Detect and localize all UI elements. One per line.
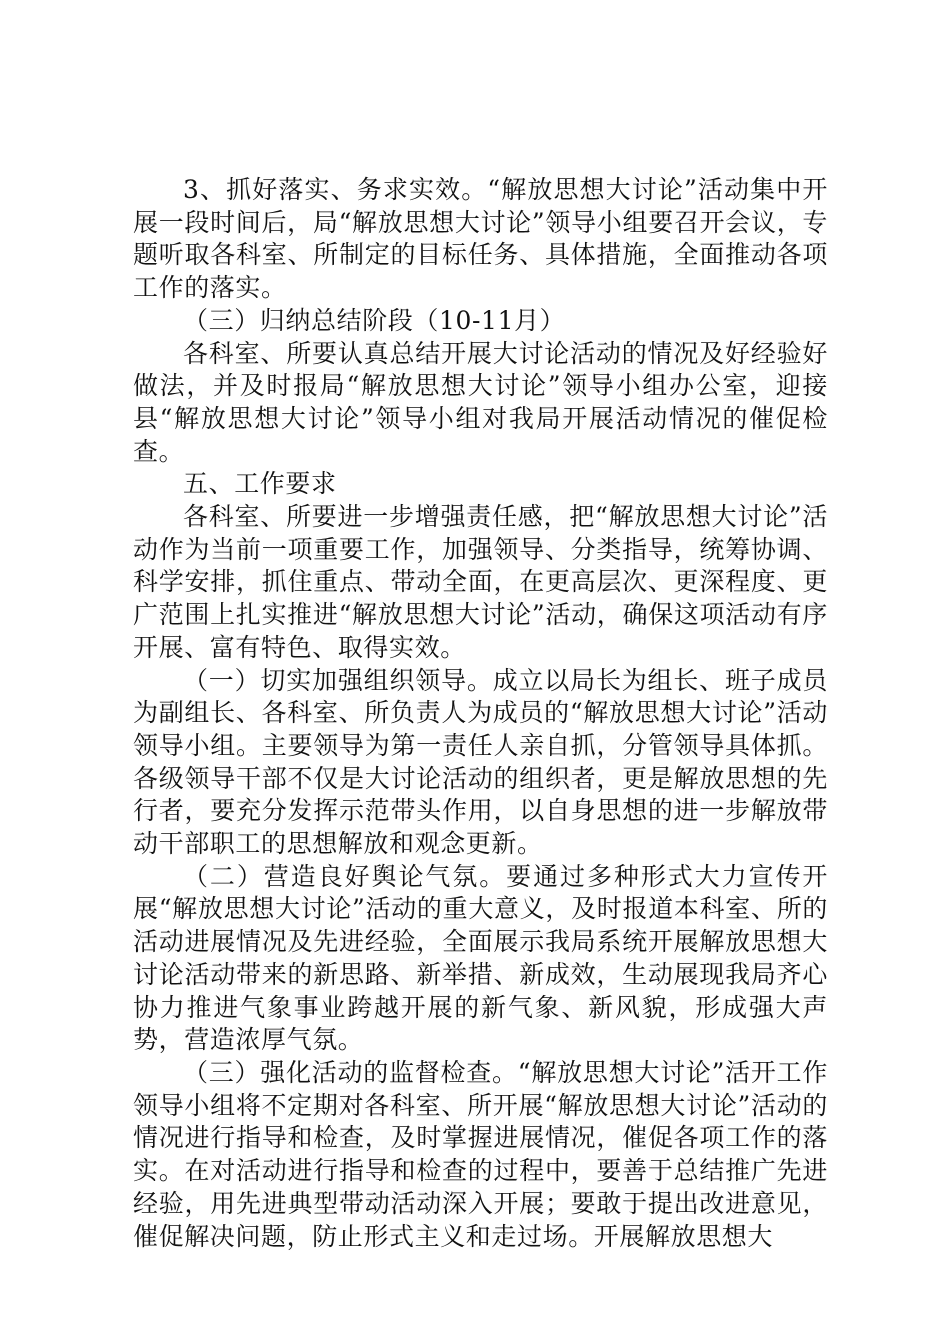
heading-summary-stage: （三）归纳总结阶段（10-11月） (183, 305, 566, 335)
paragraph-summary: 各科室、所要认真总结开展大讨论活动的情况及好经验好做法，并及时报局“解放思想大讨论”领导小组办公室，迎接县“解放思想大讨论”领导小组对我局开展活动情况的催促检查。 (133, 338, 828, 466)
paragraph-public-opinion: （二）营造良好舆论气氛。要通过多种形式大力宣传开展“解放思想大讨论”活动的重大意义，及时报道本科室、所的活动进展情况及先进经验，全面展示我局系统开展解放思想大讨论活动带来的新思路、新举措、新成效，生动展现我局齐心协力推进气象事业跨越开展的新气象、新风貌，形成强大声势，营造浓厚气氛。 (133, 861, 828, 1055)
paragraph-requirements: 各科室、所要进一步增强责任感，把“解放思想大讨论”活动作为当前一项重要工作，加强领导、分类指导，统筹协调、科学安排，抓住重点、带动全面，在更高层次、更深程度、更广范围上扎实推进“解放思想大讨论”活动，确保这项活动有序开展、富有特色、取得实效。 (133, 502, 828, 662)
paragraph-implementation: 3、抓好落实、务求实效。“解放思想大讨论”活动集中开展一段时间后，局“解放思想大讨论”领导小组要召开会议，专题听取各科室、所制定的目标任务、具体措施，全面推动各项工作的落实。 (133, 175, 828, 303)
heading-work-requirements: 五、工作要求 (183, 469, 337, 499)
document-body (133, 174, 828, 1253)
paragraph-supervision: （三）强化活动的监督检查。“解放思想大讨论”活开工作领导小组将不定期对各科室、所开展“解放思想大讨论”活动的情况进行指导和检查，及时掌握进展情况，催促各项工作的落实。在对活动进行指导和检查的过程中，要善于总结推广先进经验，用先进典型带动活动深入开展；要敢于提出改进意见，催促解决问题，防止形式主义和走过场。开展解放思想大 (133, 1057, 828, 1251)
paragraph-organization-leadership: （一）切实加强组织领导。成立以局长为组长、班子成员为副组长、各科室、所负责人为成员的“解放思想大讨论”活动领导小组。主要领导为第一责任人亲自抓，分管领导具体抓。各级领导干部不仅是大讨论活动的组织者，更是解放思想的先行者，要充分发挥示范带头作用，以自身思想的进一步解放带动干部职工的思想解放和观念更新。 (133, 665, 828, 859)
